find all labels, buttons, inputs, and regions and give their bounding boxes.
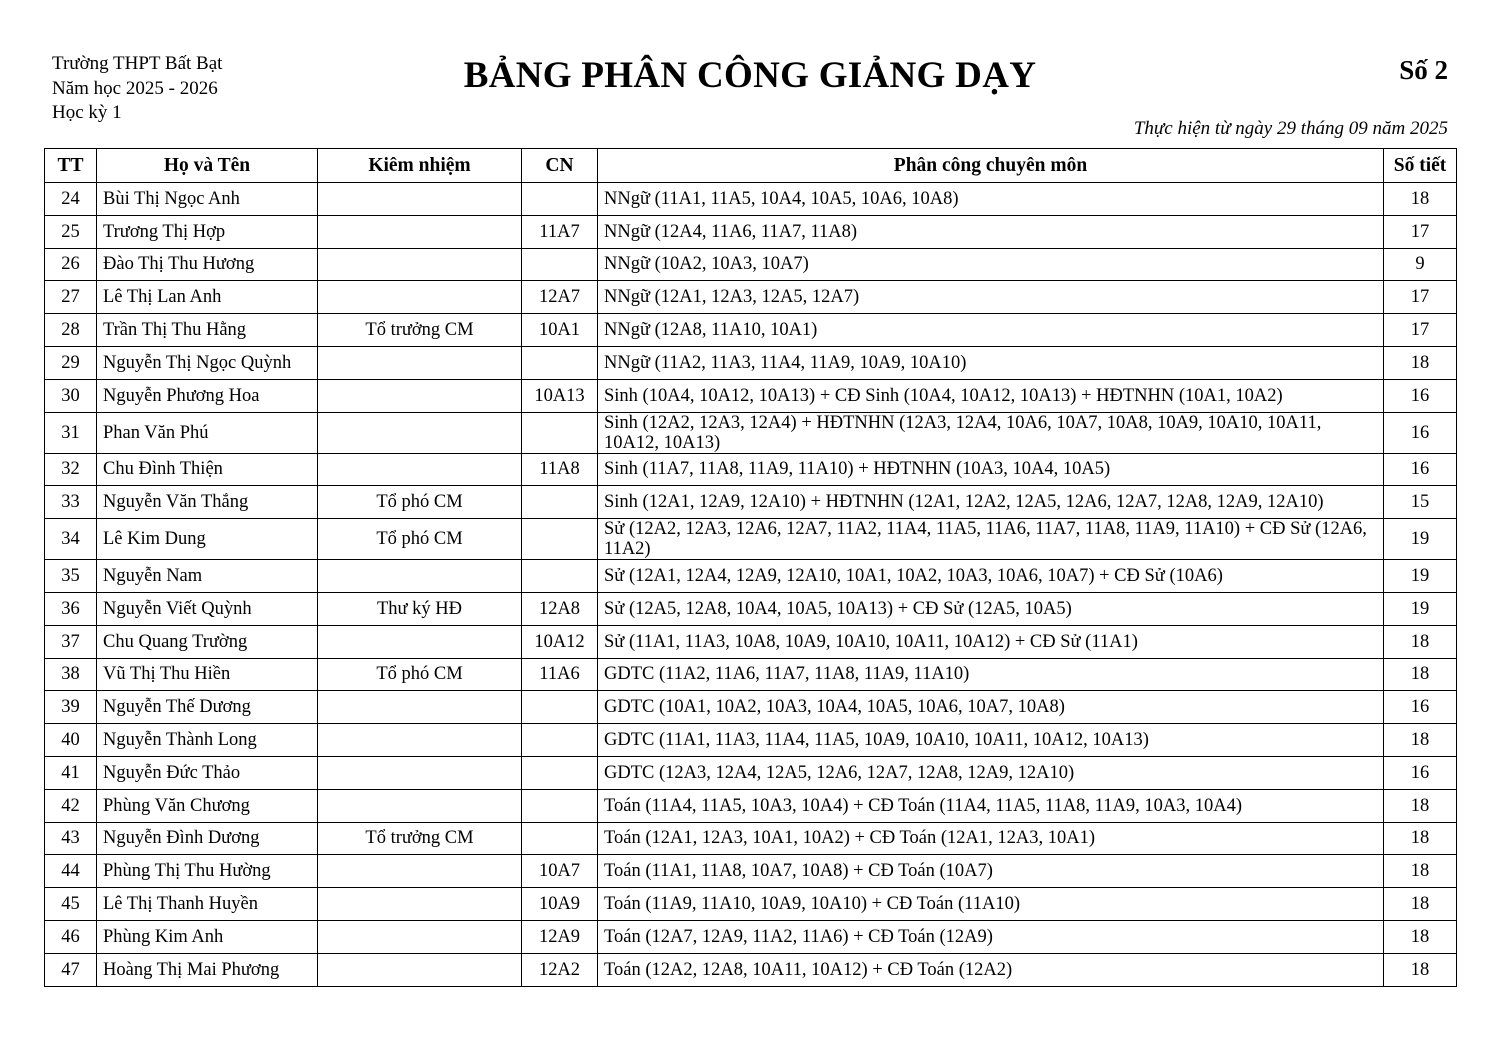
cell-concurrent-role <box>318 953 522 986</box>
cell-tt: 27 <box>45 281 97 314</box>
page-title: BẢNG PHÂN CÔNG GIẢNG DẠY <box>463 55 1037 96</box>
cell-name: Lê Thị Thanh Huyền <box>97 888 318 921</box>
school-name: Trường THPT Bất Bạt <box>52 53 223 74</box>
cell-concurrent-role <box>318 183 522 216</box>
cell-periods: 18 <box>1384 183 1457 216</box>
cell-homeroom <box>522 560 598 593</box>
cell-concurrent-role <box>318 691 522 724</box>
cell-tt: 42 <box>45 789 97 822</box>
cell-assignment: Sử (12A2, 12A3, 12A6, 12A7, 11A2, 11A4, 11A5, 11A6, 11A7, 11A8, 11A9, 11A10) + CĐ Sử (12A6, 11A2) <box>598 519 1384 560</box>
cell-homeroom <box>522 789 598 822</box>
col-header-tt: TT <box>45 149 97 183</box>
cell-name: Đào Thị Thu Hương <box>97 248 318 281</box>
cell-periods: 19 <box>1384 560 1457 593</box>
cell-homeroom: 12A2 <box>522 953 598 986</box>
cell-assignment: GDTC (12A3, 12A4, 12A5, 12A6, 12A7, 12A8, 12A9, 12A10) <box>598 756 1384 789</box>
cell-assignment: Sử (12A1, 12A4, 12A9, 12A10, 10A1, 10A2, 10A3, 10A6, 10A7) + CĐ Sử (10A6) <box>598 560 1384 593</box>
cell-name: Trần Thị Thu Hằng <box>97 314 318 347</box>
cell-tt: 25 <box>45 215 97 248</box>
cell-periods: 9 <box>1384 248 1457 281</box>
cell-name: Lê Kim Dung <box>97 519 318 560</box>
cell-assignment: NNgữ (12A8, 11A10, 10A1) <box>598 314 1384 347</box>
cell-name: Phùng Văn Chương <box>97 789 318 822</box>
cell-concurrent-role <box>318 560 522 593</box>
cell-tt: 44 <box>45 855 97 888</box>
cell-periods: 18 <box>1384 888 1457 921</box>
cell-assignment: Sinh (12A1, 12A9, 12A10) + HĐTNHN (12A1, 12A2, 12A5, 12A6, 12A7, 12A8, 12A9, 12A10) <box>598 486 1384 519</box>
cell-tt: 41 <box>45 756 97 789</box>
cell-assignment: Sử (11A1, 11A3, 10A8, 10A9, 10A10, 10A11, 10A12) + CĐ Sử (11A1) <box>598 625 1384 658</box>
table-row <box>45 215 1457 248</box>
table-row <box>45 855 1457 888</box>
cell-tt: 47 <box>45 953 97 986</box>
col-header-periods: Số tiết <box>1384 149 1457 183</box>
cell-periods: 15 <box>1384 486 1457 519</box>
cell-assignment: Toán (12A2, 12A8, 10A11, 10A12) + CĐ Toán (12A2) <box>598 953 1384 986</box>
table-row <box>45 658 1457 691</box>
cell-assignment: Toán (11A9, 11A10, 10A9, 10A10) + CĐ Toán (11A10) <box>598 888 1384 921</box>
cell-tt: 35 <box>45 560 97 593</box>
cell-concurrent-role <box>318 625 522 658</box>
cell-homeroom: 12A8 <box>522 592 598 625</box>
cell-name: Lê Thị Lan Anh <box>97 281 318 314</box>
cell-homeroom <box>522 756 598 789</box>
table-row <box>45 789 1457 822</box>
cell-homeroom: 10A9 <box>522 888 598 921</box>
table-row <box>45 486 1457 519</box>
cell-assignment: NNgữ (12A1, 12A3, 12A5, 12A7) <box>598 281 1384 314</box>
cell-tt: 36 <box>45 592 97 625</box>
cell-tt: 37 <box>45 625 97 658</box>
cell-periods: 18 <box>1384 346 1457 379</box>
cell-name: Bùi Thị Ngọc Anh <box>97 183 318 216</box>
cell-assignment: GDTC (10A1, 10A2, 10A3, 10A4, 10A5, 10A6, 10A7, 10A8) <box>598 691 1384 724</box>
cell-assignment: Sinh (11A7, 11A8, 11A9, 11A10) + HĐTNHN (10A3, 10A4, 10A5) <box>598 453 1384 486</box>
cell-periods: 17 <box>1384 215 1457 248</box>
cell-homeroom <box>522 412 598 453</box>
cell-concurrent-role <box>318 379 522 412</box>
cell-name: Nguyễn Phương Hoa <box>97 379 318 412</box>
cell-name: Nguyễn Đình Dương <box>97 822 318 855</box>
school-year: Năm học 2025 - 2026 <box>52 77 218 99</box>
cell-assignment: NNgữ (12A4, 11A6, 11A7, 11A8) <box>598 215 1384 248</box>
col-header-assignment: Phân công chuyên môn <box>598 149 1384 183</box>
cell-periods: 17 <box>1384 281 1457 314</box>
table-row <box>45 314 1457 347</box>
cell-homeroom <box>522 691 598 724</box>
table-row <box>45 592 1457 625</box>
table-row <box>45 756 1457 789</box>
cell-concurrent-role <box>318 412 522 453</box>
cell-periods: 18 <box>1384 822 1457 855</box>
cell-homeroom: 11A8 <box>522 453 598 486</box>
cell-concurrent-role <box>318 789 522 822</box>
cell-periods: 16 <box>1384 379 1457 412</box>
cell-tt: 38 <box>45 658 97 691</box>
cell-name: Nguyễn Thị Ngọc Quỳnh <box>97 346 318 379</box>
cell-name: Phùng Thị Thu Hường <box>97 855 318 888</box>
cell-tt: 45 <box>45 888 97 921</box>
cell-name: Nguyễn Thế Dương <box>97 691 318 724</box>
cell-name: Nguyễn Nam <box>97 560 318 593</box>
cell-name: Nguyễn Viết Quỳnh <box>97 592 318 625</box>
cell-homeroom: 11A6 <box>522 658 598 691</box>
cell-tt: 34 <box>45 519 97 560</box>
cell-concurrent-role <box>318 453 522 486</box>
table-row <box>45 560 1457 593</box>
cell-concurrent-role: Tổ phó CM <box>318 519 522 560</box>
table-header-row <box>45 149 1457 183</box>
cell-periods: 18 <box>1384 724 1457 757</box>
cell-periods: 18 <box>1384 789 1457 822</box>
table-row <box>45 519 1457 560</box>
cell-concurrent-role: Tổ phó CM <box>318 658 522 691</box>
cell-tt: 43 <box>45 822 97 855</box>
cell-periods: 18 <box>1384 855 1457 888</box>
table-row <box>45 920 1457 953</box>
table-row <box>45 453 1457 486</box>
cell-concurrent-role <box>318 855 522 888</box>
col-header-name: Họ và Tên <box>97 149 318 183</box>
cell-periods: 18 <box>1384 920 1457 953</box>
cell-name: Vũ Thị Thu Hiền <box>97 658 318 691</box>
cell-periods: 16 <box>1384 691 1457 724</box>
col-header-concurrent-role: Kiêm nhiệm <box>318 149 522 183</box>
cell-concurrent-role <box>318 920 522 953</box>
cell-periods: 18 <box>1384 625 1457 658</box>
cell-concurrent-role <box>318 346 522 379</box>
cell-assignment: Sinh (10A4, 10A12, 10A13) + CĐ Sinh (10A4, 10A12, 10A13) + HĐTNHN (10A1, 10A2) <box>598 379 1384 412</box>
cell-tt: 30 <box>45 379 97 412</box>
cell-homeroom: 11A7 <box>522 215 598 248</box>
table-row <box>45 412 1457 453</box>
cell-homeroom: 10A13 <box>522 379 598 412</box>
cell-homeroom <box>522 724 598 757</box>
cell-tt: 28 <box>45 314 97 347</box>
cell-tt: 24 <box>45 183 97 216</box>
cell-homeroom <box>522 248 598 281</box>
cell-periods: 18 <box>1384 953 1457 986</box>
cell-assignment: GDTC (11A2, 11A6, 11A7, 11A8, 11A9, 11A10) <box>598 658 1384 691</box>
cell-periods: 17 <box>1384 314 1457 347</box>
cell-name: Nguyễn Đức Thảo <box>97 756 318 789</box>
cell-name: Nguyễn Thành Long <box>97 724 318 757</box>
cell-assignment: NNgữ (11A2, 11A3, 11A4, 11A9, 10A9, 10A10) <box>598 346 1384 379</box>
cell-assignment: Toán (11A4, 11A5, 10A3, 10A4) + CĐ Toán (11A4, 11A5, 11A8, 11A9, 10A3, 10A4) <box>598 789 1384 822</box>
cell-assignment: Sinh (12A2, 12A3, 12A4) + HĐTNHN (12A3, 12A4, 10A6, 10A7, 10A8, 10A9, 10A10, 10A11, 10A12, 10A13) <box>598 412 1384 453</box>
cell-concurrent-role <box>318 724 522 757</box>
cell-homeroom <box>522 183 598 216</box>
assignment-table <box>44 148 1457 987</box>
cell-name: Phùng Kim Anh <box>97 920 318 953</box>
cell-assignment: NNgữ (11A1, 11A5, 10A4, 10A5, 10A6, 10A8) <box>598 183 1384 216</box>
sheet-number: Số 2 <box>1399 55 1448 85</box>
cell-name: Chu Quang Trường <box>97 625 318 658</box>
cell-assignment: Toán (12A7, 12A9, 11A2, 11A6) + CĐ Toán (12A9) <box>598 920 1384 953</box>
cell-homeroom: 10A12 <box>522 625 598 658</box>
cell-tt: 29 <box>45 346 97 379</box>
table-row <box>45 724 1457 757</box>
effective-date: Thực hiện từ ngày 29 tháng 09 năm 2025 <box>1133 118 1448 139</box>
cell-assignment: Toán (12A1, 12A3, 10A1, 10A2) + CĐ Toán (12A1, 12A3, 10A1) <box>598 822 1384 855</box>
cell-tt: 26 <box>45 248 97 281</box>
cell-homeroom <box>522 519 598 560</box>
cell-homeroom: 12A9 <box>522 920 598 953</box>
cell-concurrent-role <box>318 888 522 921</box>
cell-name: Hoàng Thị Mai Phương <box>97 953 318 986</box>
cell-assignment: Sử (12A5, 12A8, 10A4, 10A5, 10A13) + CĐ Sử (12A5, 10A5) <box>598 592 1384 625</box>
table-row <box>45 625 1457 658</box>
cell-name: Phan Văn Phú <box>97 412 318 453</box>
cell-assignment: NNgữ (10A2, 10A3, 10A7) <box>598 248 1384 281</box>
table-row <box>45 888 1457 921</box>
cell-tt: 32 <box>45 453 97 486</box>
cell-periods: 16 <box>1384 756 1457 789</box>
cell-concurrent-role: Thư ký HĐ <box>318 592 522 625</box>
col-header-homeroom: CN <box>522 149 598 183</box>
cell-concurrent-role <box>318 215 522 248</box>
cell-tt: 40 <box>45 724 97 757</box>
cell-homeroom <box>522 486 598 519</box>
cell-periods: 18 <box>1384 658 1457 691</box>
cell-concurrent-role: Tổ trưởng CM <box>318 822 522 855</box>
table-row <box>45 379 1457 412</box>
cell-homeroom: 12A7 <box>522 281 598 314</box>
cell-homeroom: 10A7 <box>522 855 598 888</box>
table-row <box>45 691 1457 724</box>
cell-name: Trương Thị Hợp <box>97 215 318 248</box>
table-row <box>45 822 1457 855</box>
cell-tt: 31 <box>45 412 97 453</box>
cell-periods: 19 <box>1384 519 1457 560</box>
cell-name: Chu Đình Thiện <box>97 453 318 486</box>
cell-concurrent-role: Tổ phó CM <box>318 486 522 519</box>
table-row <box>45 248 1457 281</box>
cell-tt: 33 <box>45 486 97 519</box>
semester: Học kỳ 1 <box>52 102 122 123</box>
cell-name: Nguyễn Văn Thắng <box>97 486 318 519</box>
cell-homeroom <box>522 346 598 379</box>
cell-tt: 39 <box>45 691 97 724</box>
cell-concurrent-role: Tổ trưởng CM <box>318 314 522 347</box>
table-row <box>45 281 1457 314</box>
cell-assignment: GDTC (11A1, 11A3, 11A4, 11A5, 10A9, 10A10, 10A11, 10A12, 10A13) <box>598 724 1384 757</box>
table-row <box>45 953 1457 986</box>
cell-periods: 19 <box>1384 592 1457 625</box>
cell-homeroom: 10A1 <box>522 314 598 347</box>
table-row <box>45 183 1457 216</box>
cell-concurrent-role <box>318 248 522 281</box>
cell-assignment: Toán (11A1, 11A8, 10A7, 10A8) + CĐ Toán (10A7) <box>598 855 1384 888</box>
cell-tt: 46 <box>45 920 97 953</box>
cell-homeroom <box>522 822 598 855</box>
cell-periods: 16 <box>1384 412 1457 453</box>
cell-concurrent-role <box>318 756 522 789</box>
table-row <box>45 346 1457 379</box>
cell-concurrent-role <box>318 281 522 314</box>
cell-periods: 16 <box>1384 453 1457 486</box>
